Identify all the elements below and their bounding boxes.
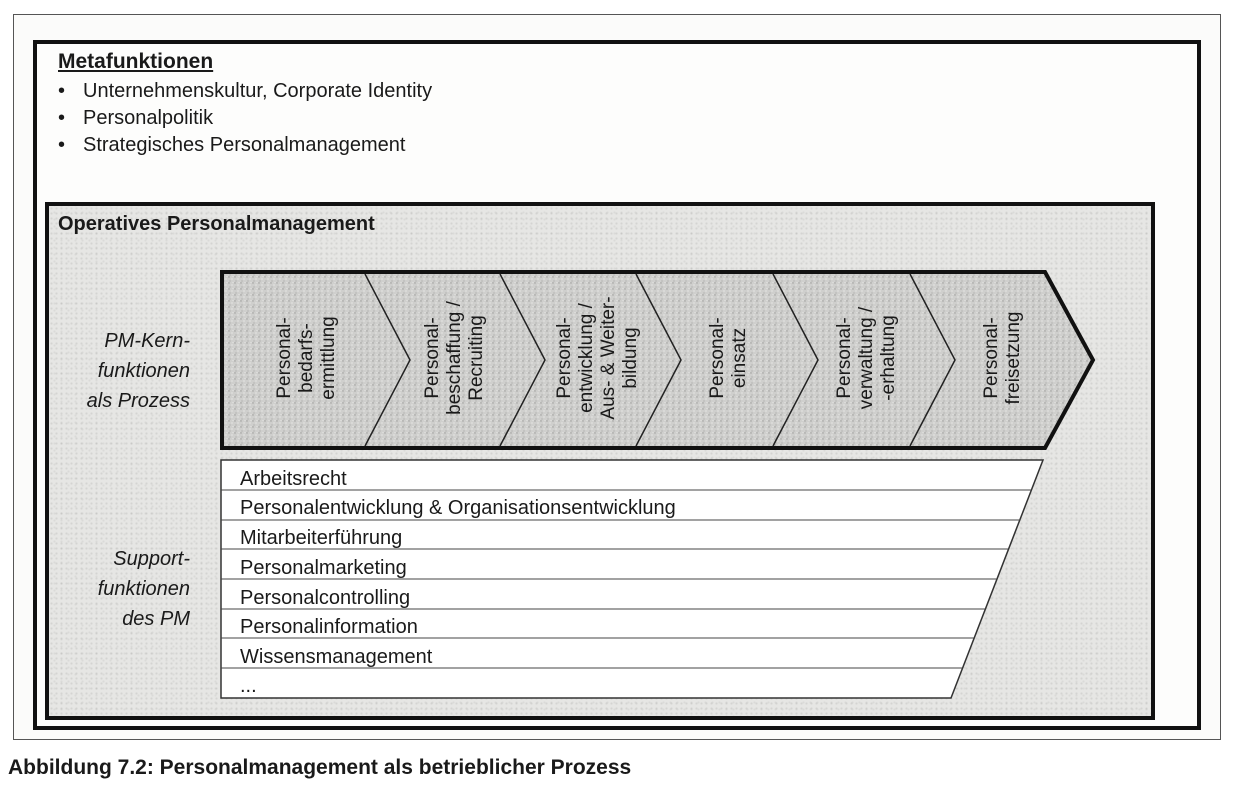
step-line: bildung xyxy=(620,327,641,389)
support-label-line: des PM xyxy=(122,608,190,630)
support-item: Arbeitsrecht xyxy=(240,468,347,490)
core-label-line: funktionen xyxy=(97,360,190,382)
step-line: verwaltung / xyxy=(856,306,877,410)
figure-caption: Abbildung 7.2: Personalmanagement als betrieblicher Prozess xyxy=(8,756,632,779)
bullet-icon: • xyxy=(58,134,66,156)
step-line: Aus- & Weiter- xyxy=(598,296,619,420)
meta-item-text: Personalpolitik xyxy=(83,107,214,129)
step-line: ermittlung xyxy=(318,316,339,400)
support-item: Personalentwicklung & Organisationsentwicklung xyxy=(240,497,676,519)
support-item: ... xyxy=(240,675,257,697)
step-line: Personal- xyxy=(834,317,855,399)
support-label-line: Support- xyxy=(113,548,190,570)
support-item: Personalcontrolling xyxy=(240,587,411,609)
step-line: -erhaltung xyxy=(878,315,899,401)
bullet-icon: • xyxy=(58,107,66,129)
core-label-line: PM-Kern- xyxy=(104,330,190,352)
step-line: Personal- xyxy=(707,317,728,399)
meta-item-text: Strategisches Personalmanagement xyxy=(83,134,406,156)
step-line: Personal- xyxy=(554,317,575,399)
support-item: Wissensmanagement xyxy=(240,646,433,668)
support-item: Personalmarketing xyxy=(240,557,407,579)
step-line: Recruiting xyxy=(466,315,487,401)
step-line: Personal- xyxy=(422,317,443,399)
bullet-icon: • xyxy=(58,80,66,102)
meta-item-text: Unternehmenskultur, Corporate Identity xyxy=(83,80,433,102)
meta-functions-title: Metafunktionen xyxy=(58,50,214,73)
step-line: freisetzung xyxy=(1003,311,1024,405)
step-line: Personal- xyxy=(981,317,1002,399)
step-line: einsatz xyxy=(729,327,750,389)
step-line: Personal- xyxy=(274,317,295,399)
operative-management-title: Operatives Personalmanagement xyxy=(58,213,375,235)
core-label-line: als Prozess xyxy=(86,390,190,412)
step-line: entwicklung / xyxy=(576,303,597,413)
support-item: Mitarbeiterführung xyxy=(240,527,403,549)
support-item: Personalinformation xyxy=(240,616,418,638)
step-line: bedarfs- xyxy=(296,323,317,393)
step-line: beschaffung / xyxy=(444,301,465,415)
support-label-line: funktionen xyxy=(97,578,190,600)
